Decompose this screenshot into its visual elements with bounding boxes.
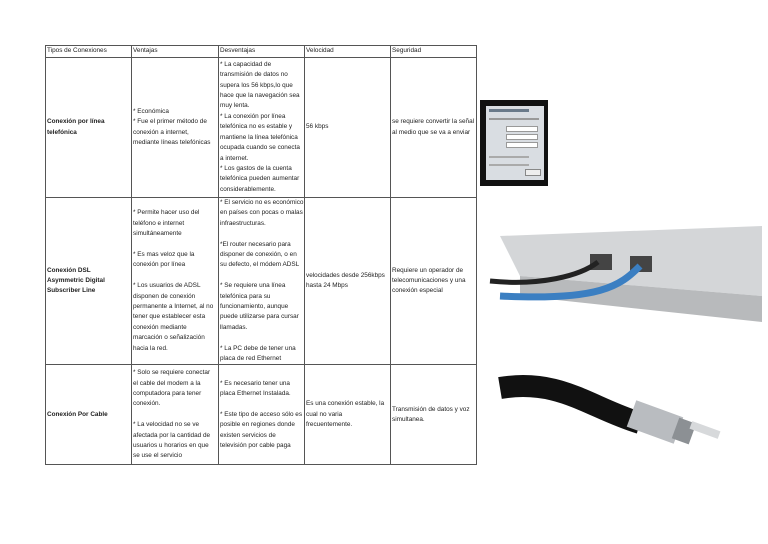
cell-line: conexión a internet, (133, 128, 189, 136)
header-row (46, 46, 477, 58)
cell-line: considerablemente. (220, 185, 276, 193)
cell-line: telefónica (47, 128, 77, 136)
cell-line: simultáneamente (133, 230, 182, 238)
cell-line: * Los usuarios de ADSL (133, 282, 201, 290)
cell-line: * El servicio no es económico (220, 199, 304, 206)
cell-line (133, 271, 217, 281)
cell-line (220, 333, 303, 343)
cell-line: Conexión Por Cable (47, 410, 108, 418)
cell-line: telefónica no es estable y (220, 123, 293, 131)
cell-line: Subscriber Line (47, 287, 96, 295)
column-header: Velocidad (305, 46, 391, 58)
table-cell (46, 365, 132, 465)
cell-line: 56 kbps (306, 123, 329, 131)
column-header: Desventajas (219, 46, 305, 58)
cell-line: placa de red Ethernet (220, 355, 282, 363)
cell-line: supera los 56 kbps,lo que (220, 81, 293, 89)
cell-line (133, 410, 217, 420)
cell-line: en países con pocas o malas (220, 209, 303, 217)
column-header: Seguridad (391, 46, 477, 58)
table-cell (132, 365, 219, 465)
cell-line: puede utilizarse para cursar (220, 313, 299, 321)
cell-line: Requiere un operador de (392, 266, 464, 274)
cell-line (220, 271, 303, 281)
cell-line: Conexión por línea (47, 118, 105, 126)
cell-line: * La conexión por línea (220, 112, 286, 120)
row-dsl (46, 198, 477, 365)
cell-line: a internet. (220, 154, 249, 162)
cell-line: hace que la navegación sea (220, 92, 300, 100)
adsl-router-image (480, 226, 762, 322)
cell-line: velocidades desde 256kbps (306, 271, 385, 279)
cell-line: usuarios u horarios en que (133, 441, 209, 449)
cell-line: computadora para tener (133, 389, 202, 397)
table-cell (132, 58, 219, 198)
cell-line: conexión mediante (133, 323, 187, 331)
cell-line: disponen de conexión (133, 292, 196, 300)
cell-line: conexión por línea (133, 261, 186, 269)
cell-line: * Fue el primer método de (133, 118, 207, 126)
cell-line: * La velocidad no se ve (133, 421, 200, 429)
cell-line: * Es necesario tener una (220, 379, 290, 387)
table-cell (391, 198, 477, 365)
cell-line: telefónica pueden aumentar (220, 175, 300, 183)
cell-line: frecuentemente. (306, 421, 353, 429)
cell-line: su defecto, el módem ADSL (220, 261, 300, 269)
cell-line: * Se requiere una línea (220, 282, 286, 290)
cell-line: mediante líneas telefónicas (133, 138, 211, 146)
cell-line: afectada por la cantidad de (133, 431, 211, 439)
cell-line: marcación o señalización (133, 334, 205, 342)
cell-line: infraestructuras. (220, 219, 266, 227)
cell-line: permanente a Internet, al no (133, 303, 214, 311)
cell-line: * La capacidad de (220, 60, 272, 68)
cell-line: existen servicios de (220, 431, 276, 439)
cell-line: Transmisión de datos y voz (392, 405, 470, 413)
cell-line (133, 240, 217, 250)
table-cell (46, 198, 132, 365)
cell-line: telefónica para su (220, 292, 271, 300)
cell-line: placa Ethernet Instalada. (220, 389, 291, 397)
table-cell (305, 365, 391, 465)
cell-line: ocupada cuando se conecta (220, 144, 300, 152)
table-cell (132, 198, 219, 365)
cell-line: tener que establecer esta (133, 313, 206, 321)
cell-line: conexión especial (392, 287, 443, 295)
coaxial-cable-image (480, 368, 762, 458)
cell-line: cual no varia (306, 410, 343, 418)
cell-line: simultanea. (392, 415, 425, 423)
table-cell (219, 365, 305, 465)
cell-line (220, 229, 303, 239)
cell-line: *El router necesario para (220, 240, 291, 248)
cell-line: se use el servicio (133, 452, 183, 460)
cell-line: telecomunicaciones y una (392, 277, 466, 285)
table-cell (391, 58, 477, 198)
cell-line: al medio que se va a enviar (392, 128, 471, 136)
cell-line: transmisión de datos no (220, 71, 288, 79)
connections-table (45, 45, 477, 465)
cell-line: Conexión DSL (47, 266, 91, 274)
column-header: Tipos de Conexiones (46, 46, 132, 58)
column-header: Ventajas (132, 46, 219, 58)
table-cell (305, 198, 391, 365)
cell-line (220, 399, 303, 409)
cell-line: * Este tipo de acceso sólo es (220, 410, 303, 418)
table-cell (219, 58, 305, 198)
cell-line: * Es mas veloz que la (133, 251, 195, 258)
table-cell (391, 365, 477, 465)
row-linea-telefonica (46, 58, 477, 198)
dialup-settings-image (480, 100, 548, 186)
cell-line: se requiere convertir la señal (392, 118, 475, 126)
cell-line: hacia la red. (133, 344, 168, 352)
cell-line: llamadas. (220, 323, 248, 331)
row-cable (46, 365, 477, 465)
cell-line: teléfono e internet (133, 219, 185, 227)
cell-line: el cable del modem a la (133, 379, 201, 387)
cell-line: posible en regiones donde (220, 421, 295, 429)
cell-line: disponer de conexión, o en (220, 251, 297, 259)
cell-line: mantiene la línea telefónica (220, 133, 298, 141)
cell-line: * Los gastos de la cuenta (220, 164, 292, 172)
cell-line: conexión. (133, 400, 161, 408)
cell-line: muy lenta. (220, 102, 250, 110)
table-cell (46, 58, 132, 198)
cell-line: * La PC debe de tener una (220, 344, 296, 352)
cell-line: Es una conexión estable, la (306, 400, 385, 408)
cell-line: funcionamiento, aunque (220, 303, 289, 311)
table-cell (305, 58, 391, 198)
cell-line: * Solo se requiere conectar (133, 369, 211, 377)
table-cell (219, 198, 305, 365)
cell-line: hasta 24 Mbps (306, 282, 348, 290)
cell-line: * Económica (133, 107, 169, 115)
cell-line: Asymmetric Digital (47, 277, 105, 285)
cell-line: * Permite hacer uso del (133, 209, 200, 217)
cell-line: televisión por cable paga (220, 441, 291, 449)
